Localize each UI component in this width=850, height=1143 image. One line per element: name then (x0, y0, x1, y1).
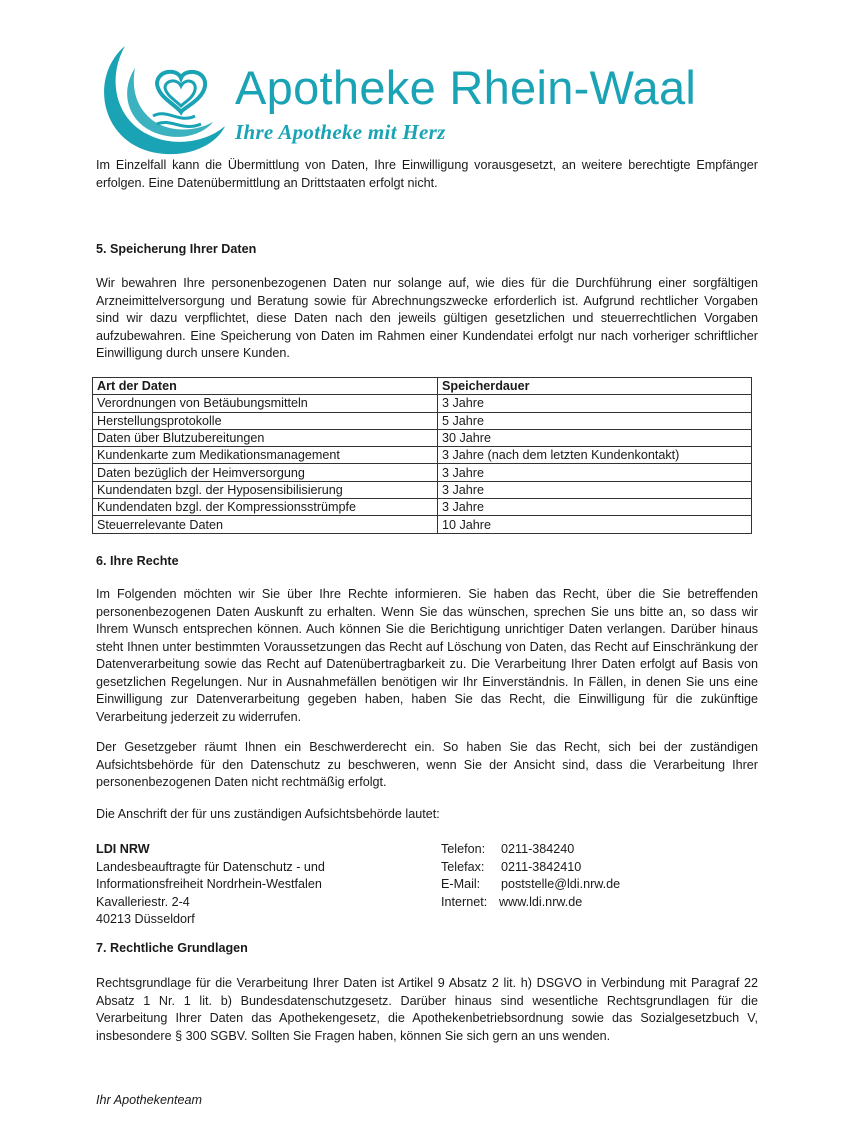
phone-label: Telefon: (441, 842, 486, 856)
table-cell: 3 Jahre (nach dem letzten Kundenkontakt) (438, 447, 752, 464)
table-row (93, 429, 752, 446)
signature: Ihr Apothekenteam (96, 1093, 202, 1107)
table-header-row (93, 378, 752, 395)
storage-duration-table (92, 377, 752, 534)
phone-value: 0211-384240 (501, 842, 575, 856)
section5-heading: 5. Speicherung Ihrer Daten (96, 242, 257, 256)
table-cell: Kundenkarte zum Medikationsmanagement (93, 447, 438, 464)
section6-paragraph1: Im Folgenden möchten wir Sie über Ihre Rechte informieren. Sie haben das Recht, über die Sie betreffenden personenbezogenen Daten Auskunft zu erhalten. Wenn Sie das wünschen, sprechen Sie uns bitte an, so dass wir Ihrem Wunsch entsprechen können. Auch können Sie die Berichtigung unrichtiger Daten verlangen. Darüber hinaus steht Ihnen unter bestimmten Voraussetzungen das Recht auf Löschung von Daten, das Recht auf Einschränkung der Datenverarbeitung sowie das Recht auf Datenübertragbarkeit zu. Die Verarbeitung Ihrer Daten erfolgt auf Basis von gesetzlichen Regelungen. Nur in Ausnahmefällen benötigen wir Ihr Einverständnis. In Fällen, in denen Sie uns eine Einwilligung zur Datenverarbeitung gegeben haben, haben Sie das Recht, die Einwilligung für die zukünftige Verarbeitung jederzeit zu widerrufen. (96, 587, 758, 724)
email-label: E-Mail: (441, 877, 481, 891)
table-row (93, 499, 752, 516)
table-cell: Verordnungen von Betäubungsmitteln (93, 395, 438, 412)
fax-label: Telefax: (441, 859, 485, 874)
section7-heading: 7. Rechtliche Grundlagen (96, 941, 248, 955)
table-cell: 30 Jahre (438, 429, 752, 446)
logo-subtitle: Ihre Apotheke mit Herz (235, 120, 446, 144)
authority-line1: Landesbeauftragte für Datenschutz - und (96, 859, 325, 874)
intro-paragraph: Im Einzelfall kann die Übermittlung von Daten, Ihre Einwilligung vorausgesetzt, an weitere berechtigte Empfänger erfolgen. Eine Datenübermittlung an Drittstaaten erfolgt nicht. (96, 158, 758, 190)
table-row (93, 395, 752, 412)
table-cell: Kundendaten bzgl. der Hyposensibilisierung (93, 481, 438, 498)
authority-street: Kavalleriestr. 2-4 (96, 894, 190, 909)
table-cell: 3 Jahre (438, 481, 752, 498)
heart-wave-logo-icon (95, 38, 230, 158)
fax-value: 0211-3842410 (501, 859, 582, 874)
table-cell: Daten über Blutzubereitungen (93, 429, 438, 446)
table-cell: 3 Jahre (438, 464, 752, 481)
email-value: poststelle@ldi.nrw.de (501, 877, 621, 891)
logo-title: Apotheke Rhein-Waal (235, 61, 697, 114)
pharmacy-logo (95, 38, 735, 158)
table-cell: 3 Jahre (438, 395, 752, 412)
table-row (93, 516, 752, 533)
table-header-duration: Speicherdauer (438, 378, 752, 395)
contact-web-row (441, 894, 620, 912)
authority-address (96, 841, 325, 929)
table-row (93, 447, 752, 464)
table-cell: 10 Jahre (438, 516, 752, 533)
contact-fax-row (441, 859, 620, 877)
contact-phone-row (441, 841, 620, 859)
table-header-data-type: Art der Daten (93, 378, 438, 395)
table-cell: Kundendaten bzgl. der Kompressionsstrümpfe (93, 499, 438, 516)
section5-paragraph: Wir bewahren Ihre personenbezogenen Daten nur solange auf, wie dies für die Durchführung einer sorgfältigen Arzneimittelversorgung und Beratung sowie für Abrechnungszwecke erforderlich ist. Aufgrund rechtlicher Vorgaben sind wir dazu verpflichtet, diese Daten nach den jeweils gültigen gesetzlichen und steuerrechtlichen Vorgaben aufzubewahren. Eine Speicherung von Daten im Rahmen einer Kundendatei erfolgt nur nach vorheriger schriftlicher Einwilligung durch unsere Kunden. (96, 276, 758, 360)
table-cell: 3 Jahre (438, 499, 752, 516)
authority-name: LDI NRW (96, 842, 150, 856)
table-cell: Daten bezüglich der Heimversorgung (93, 464, 438, 481)
table-row (93, 481, 752, 498)
web-label: Internet: (441, 894, 488, 909)
authority-line2: Informationsfreiheit Nordrhein-Westfalen (96, 877, 322, 891)
table-row (93, 412, 752, 429)
section6-paragraph2: Der Gesetzgeber räumt Ihnen ein Beschwerderecht ein. So haben Sie das Recht, sich bei der zuständigen Aufsichtsbehörde für den Datenschutz zu beschweren, wenn Sie der Ansicht sind, dass die Verarbeitung Ihrer personenbezogenen Daten nicht rechtmäßig erfolgt. (96, 740, 758, 789)
web-value: www.ldi.nrw.de (499, 894, 583, 909)
contact-email-row (441, 876, 620, 894)
section6-heading: 6. Ihre Rechte (96, 554, 179, 568)
authority-city: 40213 Düsseldorf (96, 912, 195, 926)
table-cell: Herstellungsprotokolle (93, 412, 438, 429)
table-cell: 5 Jahre (438, 412, 752, 429)
authority-contact (441, 841, 620, 911)
authority-intro: Die Anschrift der für uns zuständigen Aufsichtsbehörde lautet: (96, 807, 440, 821)
table-row (93, 464, 752, 481)
section7-paragraph: Rechtsgrundlage für die Verarbeitung Ihrer Daten ist Artikel 9 Absatz 2 lit. h) DSGVO in Verbindung mit Paragraf 22 Absatz 1 Nr. 1 lit. b) Bundesdatenschutzgesetz. Darüber hinaus sind wesentliche Rechtsgrundlagen für die Verarbeitung Ihrer Daten das Apothekengesetz, die Apothekenbetriebsordnung sowie das Sozialgesetzbuch V, insbesondere § 300 SGBV. Sollten Sie Fragen haben, können Sie sich gern an uns wenden. (96, 976, 758, 1043)
table-cell: Steuerrelevante Daten (93, 516, 438, 533)
